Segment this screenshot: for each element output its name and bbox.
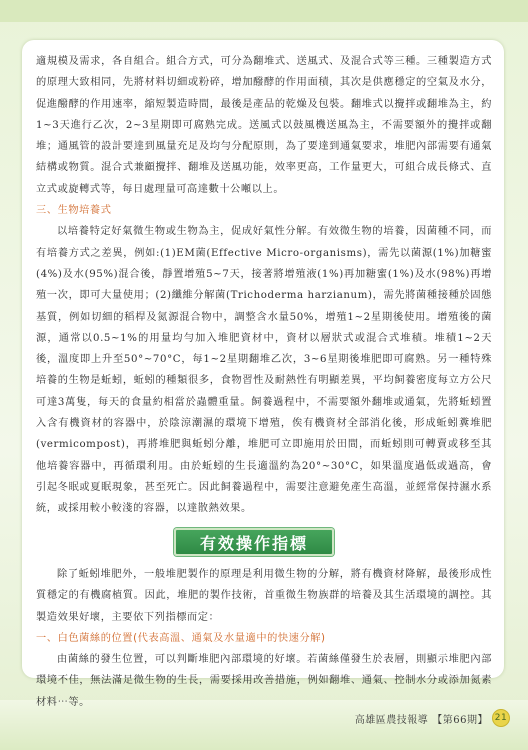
top-decorative-band	[0, 0, 528, 22]
paragraph-indicators-intro: 除了蚯蚓堆肥外，一般堆肥製作的原理是利用微生物的分解，將有機資材降解，最後形成性質穩定的有機腐植質。因此，堆肥的製作技術，首重微生物族群的培養及其生活環境的調控。其製造效果好壞，主要依下列指標而定：	[36, 569, 492, 623]
page-footer	[340, 708, 510, 728]
section-banner	[174, 528, 334, 556]
publication-name: 高雄區農技報導	[354, 714, 429, 726]
upper-text-block	[36, 51, 492, 520]
lower-text-block	[36, 564, 492, 713]
heading-biological-culture: 三、生物培養式	[36, 205, 112, 217]
page-number-badge: 21	[492, 709, 510, 727]
paragraph-composting-methods: 適規模及需求，各自組合。組合方式，可分為翻堆式、送風式、及混合式等三種。三種製造方式的原理大致相同，先將材料切細或粉碎，增加醱酵的作用面積，其次是供應穩定的空氣及水分，促進醱酵的作用速率，縮短製造時間，最後是產品的乾燥及包裝。翻堆式以攪拌或翻堆為主，約1~3天進行乙次，2~3星期即可腐熟完成。送風式以鼓風機送風為主，不需要額外的攪拌或翻堆；通風管的設計要達到風量充足及均勻分配原則，為了要達到通氣要求，堆肥內部需要有通氣結構或物質。混合式兼顧攪拌、翻堆及送風功能，效率更高，工作量更大，可組合成長條式、直立式或旋轉式等，每日處理量可高達數十公噸以上。	[36, 56, 492, 195]
paragraph-white-mycelium: 由菌絲的發生位置，可以判斷堆肥內部環境的好壞。若菌絲僅發生於表層，則顯示堆肥內部環境不佳，無法滿足微生物的生長，需要採用改善措施，例如翻堆、通氣、控制水分或添加氮素材料⋯等。	[36, 654, 492, 708]
heading-white-mycelium: 一、白色菌絲的位置(代表高溫、通氣及水量適中的快速分解)	[36, 632, 326, 644]
paragraph-biological-culture: 以培養特定好氣微生物或生物為主，促成好氣性分解。有效微生物的培養，因菌種不同，而有培養方式之差異，例如:(1)EM菌(Effective Micro-organisms)，需先以菌源(1%)加糖蜜(4%)及水(95%)混合後，靜置增殖5~7天，接著將增殖液(1%)再加糖蜜(1%)及水(98%)再增殖一次，即可大量使用；(2)纖維分解菌(Trichoderma harzianum)，需先將菌種接種於固態基質，例如切細的稻桿及氮源混合物中，調整含水量50%，增殖1~2星期後使用。增殖後的菌源，通常以0.5~1%的用量均勻加入堆肥資材中，資材以層狀式或混合式堆積。堆積1~2天後，溫度即上升至50°~70°C，每1~2星期翻堆乙次，3~6星期後堆肥即可腐熟。另一種特殊培養的生物是蚯蚓，蚯蚓的種類很多，食物習性及耐熱性有明顯差異，平均飼養密度每立方公尺可達3萬隻，每天的食量約相當於蟲體重量。飼養過程中，不需要額外翻堆或通氣，先將蚯蚓置入含有機資材的容器中，於陰涼潮濕的環境下增殖，俟有機資材全部消化後，形成蚯蚓糞堆肥(vermicompost)，再將堆肥與蚯蚓分離，堆肥可立即施用於田間，而蚯蚓則可轉賣或移至其他培養容器中，再循環利用。由於蚯蚓的生長適溫約為20°~30°C，如果溫度過低或過高，會引起冬眠或夏眠現象，甚至死亡。因此飼養過程中，需要注意避免產生高溫，並經常保持濕水系統，或採用較小較淺的容器，以達散熱效果。	[36, 226, 492, 515]
section-banner-title: 有效操作指標	[199, 533, 308, 553]
issue-label: 【第66期】	[432, 714, 488, 726]
